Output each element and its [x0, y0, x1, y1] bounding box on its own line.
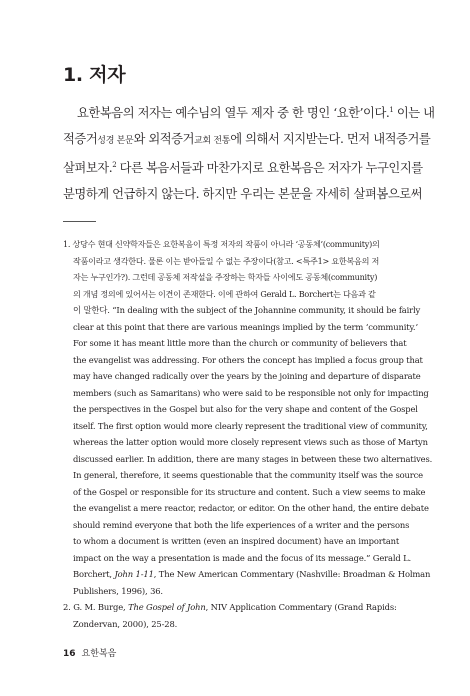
- footnote-line: In general, therefore, it seems questionable that the community itself was the source: [73, 470, 423, 480]
- body-text: 적증거: [63, 132, 98, 147]
- footnote-line: 자는 누구인가?). 그런데 공동체 저작설을 주장하는 학자들 사이에도 공동체(community): [73, 272, 378, 282]
- footnote-line: impact on the way a presentation is made and the focus of its message.” Gerald L.: [73, 552, 412, 563]
- citation-text: 2. G. M. Burge,: [63, 602, 129, 612]
- citation-text: , The New American Commentary (Nashville: Broadman & Holman: [153, 569, 431, 579]
- footnote-line: 1. 상당수 현대 신약학자들은 요한복음이 특정 저자의 작품이 아니라 ‘공동체’(community)의: [63, 239, 380, 249]
- footnote-line: clear at this point that there are various meanings implied by the term ‘community.’: [73, 321, 418, 332]
- footnote-line: [63, 566, 431, 583]
- body-text: 에 의해서 지지받는다. 먼저 내적증거를: [230, 132, 431, 147]
- body-line: [63, 100, 435, 126]
- footnote-line: 의 개념 정의에 있어서는 이견이 존재한다. 이에 관하여 Gerald L. Borchert는 다음과 같: [73, 288, 376, 299]
- body-text: 다른 복음서들과 마찬가지로 요한복음은 저자가 누구인지를: [116, 160, 423, 175]
- footnote-ref-2[interactable]: 2: [112, 160, 117, 169]
- body-text: 요한복음의 저자는 예수님의 열두 제자 중 한 명인 ‘요한’이다.: [77, 106, 390, 120]
- footnote-line: For some it has meant little more than the church or community of believers that: [73, 338, 407, 348]
- running-title: 요한복음: [81, 649, 117, 659]
- inline-gloss: 교회 전통: [194, 136, 231, 147]
- footnote-line: whereas the latter option would more closely represent views such as those of Martyn: [73, 437, 428, 447]
- footnote-line: 작품이라고 생각한다. 물론 이는 받아들일 수 없는 주장이다(참고. <특주1> 요한복음의 저: [73, 255, 380, 266]
- body-line: [63, 126, 431, 154]
- footnote-line: itself. The first option would more clearly represent the traditional view of community,: [73, 420, 428, 431]
- body-text: 와 외적증거: [133, 132, 195, 147]
- footnote-line: members (such as Samaritans) who were said to be responsible not only for impacting: [73, 387, 429, 398]
- footnote-1: [63, 236, 433, 599]
- footnote-line: the perspectives in the Gospel but also for the very shape and content of the Gospel: [73, 404, 418, 414]
- inline-gloss: 성경 본문: [97, 136, 134, 147]
- footnote-line: discussed earlier. In addition, there are many stages in between these two alternatives.: [73, 453, 433, 464]
- body-text: 살펴보자.: [63, 160, 113, 175]
- body-paragraph: [63, 100, 435, 208]
- footnote-line: [63, 599, 411, 616]
- body-line: [63, 155, 423, 181]
- footnote-line: Zondervan, 2000), 25-28.: [73, 618, 178, 629]
- footnote-line: may have changed radically over the years by the joining and departure of disparate: [73, 371, 421, 381]
- footnote-2: [63, 599, 411, 632]
- body-text: 이는 내: [393, 106, 435, 120]
- footnote-line: should remind everyone that both the life experiences of a writer and the persons: [73, 519, 410, 530]
- footnote-divider: [63, 221, 96, 222]
- footnotes: [63, 236, 433, 632]
- footnote-line: to whom a document is written (even an inspired document) have an important: [73, 536, 400, 546]
- footnote-ref-1[interactable]: 1: [389, 106, 394, 114]
- footnote-line: Publishers, 1996), 36.: [73, 585, 163, 596]
- section-heading: 1. 저자: [63, 64, 126, 86]
- footnote-line: the evangelist was addressing. For others the concept has implied a focus group that: [73, 354, 423, 365]
- citation-text: Borchert,: [73, 569, 115, 579]
- footnote-line: of the Gospel or responsible for its structure and content. Such a view seems to make: [73, 486, 426, 497]
- citation-title: The Gospel of John: [128, 602, 206, 612]
- page-footer: [63, 646, 116, 659]
- footnote-line: the evangelist a mere reactor, redactor, or editor. On the other hand, the entire debate: [73, 503, 429, 513]
- page-number: 16: [63, 649, 76, 659]
- footnote-line: 이 말한다. “In dealing with the subject of the Johannine community, it should be fairly: [73, 305, 421, 315]
- body-line: 분명하게 언급하지 않는다. 하지만 우리는 본문을 자세히 살펴봄으로써: [63, 187, 423, 202]
- citation-title: John 1-11: [114, 569, 154, 579]
- citation-text: , NIV Application Commentary (Grand Rapids:: [205, 602, 397, 612]
